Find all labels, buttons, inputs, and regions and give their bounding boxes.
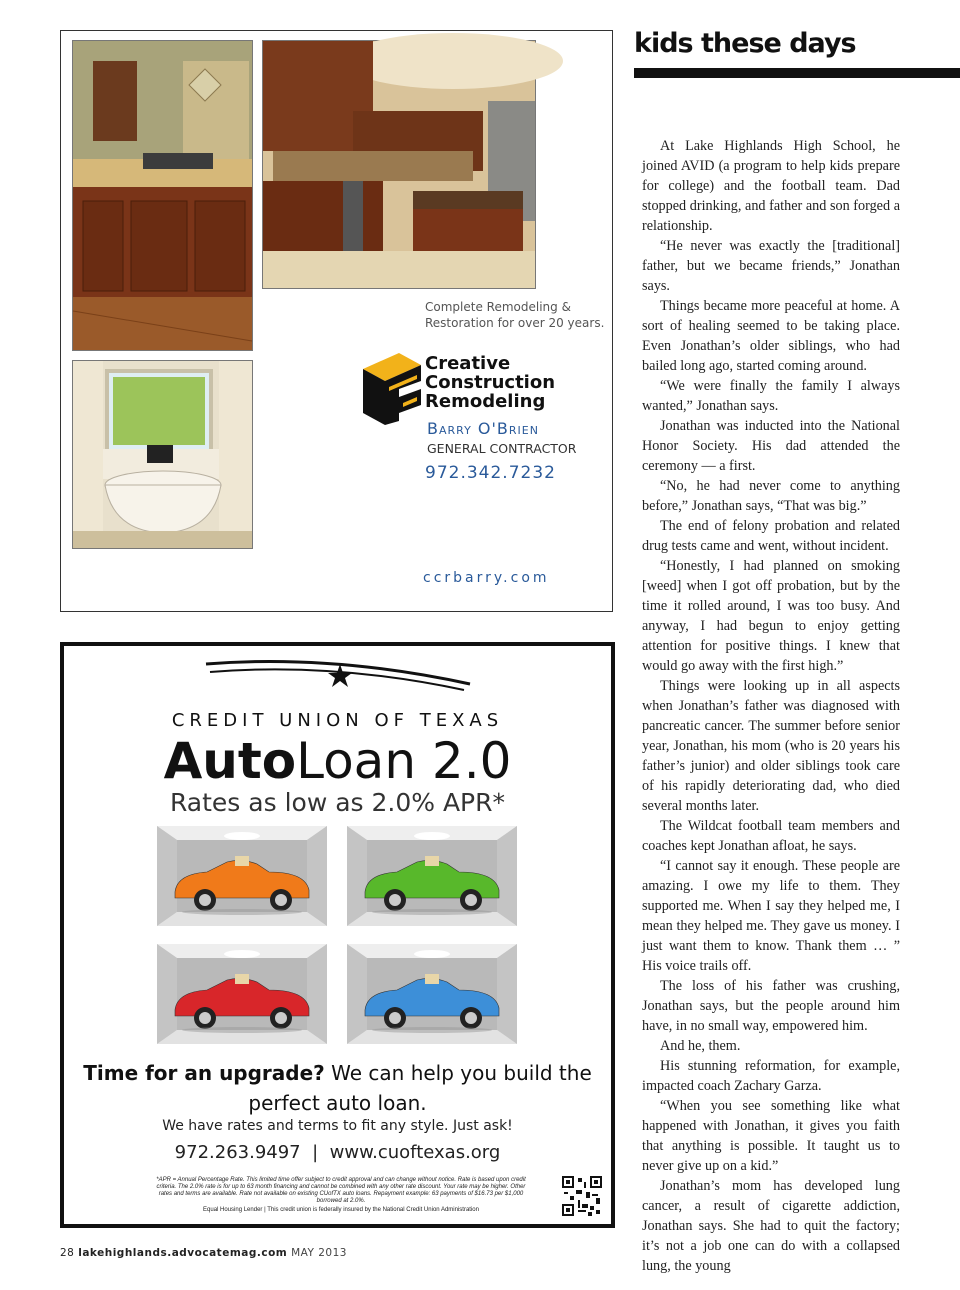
credit-union-advertisement <box>60 642 615 1228</box>
remodeling-caption: Complete Remodeling & Restoration for over 20 years. <box>425 300 605 330</box>
auto-loan-headline <box>64 730 611 792</box>
upgrade-answer: We can help you build the perfect auto loan. <box>248 1061 592 1115</box>
page-number: 28 <box>60 1247 75 1259</box>
article-paragraph: The end of felony probation and related drug tests came and went, without incident. <box>642 518 900 554</box>
ccr-logo-icon <box>359 351 425 427</box>
remodeling-website: ccrbarry.com <box>423 570 550 586</box>
car-tile-green <box>347 826 517 926</box>
apr-disclaimer: *APR = Annual Percentage Rate. This limited time offer subject to credit approval and can change without notice. Rate is based upon credit criteria. The 2.0% rate is for up to 63 month financing and cannot be combined with any other rate discount. Your rate may be higher. Other rates and terms are available. Rate not available on existing CUofTX auto loans. Repayment example: 63 payments of $16.73 per $1,000 borrowed at 2.0%. <box>156 1177 526 1204</box>
article-paragraph: At Lake Highlands High School, he joined AVID (a program to help kids prepare for college) and the football team. Dad stopped drinking, and father and son forged a relationship. <box>642 138 900 234</box>
article-paragraph: And he, them. <box>660 1038 741 1054</box>
bathroom-photo <box>72 360 253 549</box>
article-paragraph: Things were looking up in all aspects when Jonathan’s father was diagnosed with pancreatic cancer. The summer before senior year, Jonathan, his mom (who is 20 years his father’s junior) and older siblings took care of his rapidly deteriorating dad, who died several months later. <box>642 678 900 814</box>
article-paragraph: His stunning reformation, for example, impacted coach Zachary Garza. <box>642 1058 900 1094</box>
qr-code-icon <box>562 1176 602 1216</box>
rates-terms-line: We have rates and terms to fit any style. Just ask! <box>162 1118 513 1134</box>
company-name <box>425 354 555 411</box>
contact-separator: | <box>306 1142 324 1163</box>
company-name-line-2: Construction <box>425 372 556 393</box>
upgrade-question: Time for an upgrade? <box>83 1061 325 1085</box>
contractor-name: Barry O'Brien <box>427 419 539 438</box>
car-tile-orange <box>157 826 327 926</box>
remodeling-advertisement <box>60 30 613 612</box>
equal-housing-notice: Equal Housing Lender | This credit union is federally insured by the National Credit Union Administration <box>203 1207 479 1213</box>
upgrade-tagline <box>64 1058 611 1118</box>
credit-union-phone: 972.263.9497 <box>174 1142 301 1163</box>
article-paragraph: “We were finally the family I always wanted,” Jonathan says. <box>642 378 900 414</box>
credit-union-website: www.cuoftexas.org <box>329 1142 501 1163</box>
credit-union-contact <box>64 1142 611 1163</box>
star-banner-icon <box>202 654 474 694</box>
article-paragraph: “I cannot say it enough. These people are amazing. I owe my life to them. They supported me. When I say they helped me, I mean they helped me. They gave us money. I just want them to know. Thank them … ” His voice trails off. <box>642 858 900 974</box>
article-paragraph: “No, he had never come to anything before,” Jonathan says, “That was big.” <box>642 478 900 514</box>
credit-union-name: CREDIT UNION OF TEXAS <box>171 710 504 731</box>
section-rule <box>634 68 960 78</box>
headline-rest: Loan 2.0 <box>296 732 512 790</box>
page-footer <box>60 1247 347 1259</box>
article-paragraph: The loss of his father was crushing, Jonathan says, but the people around him have, in no small way, empowered him. <box>642 978 900 1034</box>
article-paragraph: “When you see something like what happened with Jonathan, it gives you faith that anything is possible. It taught us to never give up on a kid.” <box>642 1098 900 1174</box>
company-name-line-1: Creative <box>425 353 511 374</box>
article-paragraph: “He never was exactly the [traditional] father, but we became friends,” Jonathan says. <box>642 238 900 294</box>
article-paragraph: Jonathan’s mom has developed lung cancer, a result of cigarette addiction, Jonathan says. She had to quit the factory; it’s not a job one can do with a collapsed lung, the young <box>642 1178 900 1274</box>
article-paragraph: “Honestly, I had planned on smoking [weed] when I got off probation, but by the time it rolled around, I was too busy. And anyway, I had begun to enjoy getting attention for positive things. I knew that would go away with the first high.” <box>642 558 900 674</box>
article-paragraph: Things became more peaceful at home. A sort of healing seemed to be taking place. Even Jonathan’s older siblings, who had bailed long ago, started coming around. <box>642 298 900 374</box>
footer-date: MAY 2013 <box>291 1247 347 1259</box>
footer-site: lakehighlands.advocatemag.com <box>78 1247 288 1259</box>
company-name-line-3: Remodeling <box>425 391 546 412</box>
car-tile-red <box>157 944 327 1044</box>
car-tile-blue <box>347 944 517 1044</box>
rates-line: Rates as low as 2.0% APR* <box>169 788 506 817</box>
article-paragraph: Jonathan was inducted into the National Honor Society. His dad attended the ceremony — a first. <box>642 418 900 474</box>
article-body <box>642 136 900 1274</box>
headline-bold: Auto <box>163 732 297 790</box>
kitchen-photo-right <box>262 40 536 289</box>
kitchen-photo-left <box>72 40 253 351</box>
article-paragraph: The Wildcat football team members and coaches kept Jonathan afloat, he says. <box>642 818 900 854</box>
section-title: kids these days <box>634 28 856 59</box>
contractor-role: GENERAL CONTRACTOR <box>427 441 577 456</box>
remodeling-phone: 972.342.7232 <box>425 463 556 483</box>
